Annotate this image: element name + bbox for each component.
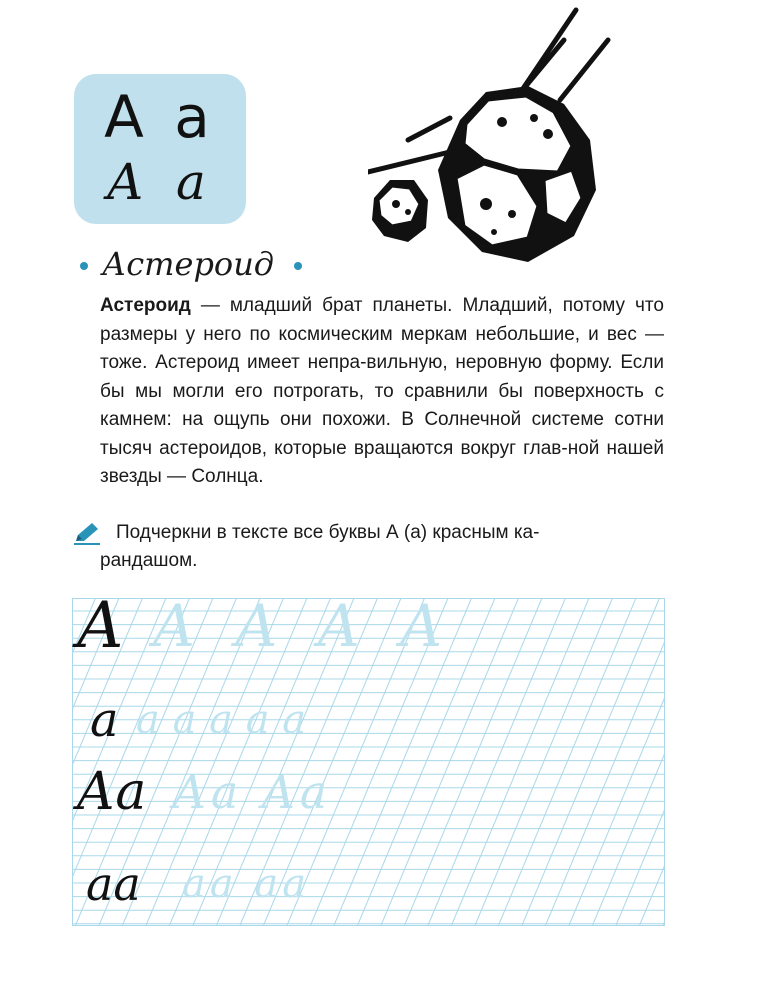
letter-card bbox=[74, 74, 246, 224]
copybook-trace: а а а а а bbox=[136, 697, 307, 743]
grid-line bbox=[545, 598, 665, 926]
task bbox=[74, 519, 664, 548]
copybook-trace: аа аа bbox=[182, 861, 311, 907]
paragraph-text: — младший брат планеты. Младший, потому что размеры у него по космическим меркам небольшие, и вес — тоже. Астероид имеет непра-вильную, неровную форму. Если бы мы могли его потрогать, то сравнили бы поверхность с камнем: на ощупь они похожи. В Солнечной системе сотни тысяч астероидов, которые вращаются вокруг глав-ной нашей звезды — Солнца. bbox=[100, 295, 664, 487]
copybook-sample: аа bbox=[86, 857, 141, 911]
paragraph bbox=[100, 292, 664, 492]
task-line-2: рандашом. bbox=[100, 550, 198, 571]
task-line-1: Подчеркни в тексте все буквы А (а) красным ка- bbox=[116, 522, 540, 543]
grid-line bbox=[616, 598, 665, 926]
copybook-sample: а bbox=[90, 692, 119, 748]
bullet-dot-icon bbox=[294, 262, 302, 270]
letter-print: А а bbox=[104, 83, 216, 151]
grid-line bbox=[498, 598, 636, 926]
grid-line bbox=[569, 598, 665, 926]
grid-line bbox=[451, 598, 589, 926]
paragraph-bold-term: Астероид bbox=[100, 295, 191, 316]
copybook-trace: А А А А bbox=[152, 592, 454, 660]
grid-line bbox=[522, 598, 660, 926]
bullet-dot-icon bbox=[80, 262, 88, 270]
copybook-grid bbox=[72, 589, 665, 926]
pencil-icon bbox=[74, 521, 102, 545]
copybook-sample: Аа bbox=[76, 762, 147, 822]
copybook-trace: Аа Аа bbox=[172, 765, 332, 819]
grid-line bbox=[475, 598, 613, 926]
heading-row bbox=[80, 244, 320, 284]
copybook-sample: А bbox=[76, 589, 125, 663]
heading-word: Астероид bbox=[102, 245, 275, 283]
asteroid-illustration bbox=[368, 0, 618, 280]
letter-cursive: А а bbox=[106, 153, 214, 211]
grid-line bbox=[592, 598, 665, 926]
